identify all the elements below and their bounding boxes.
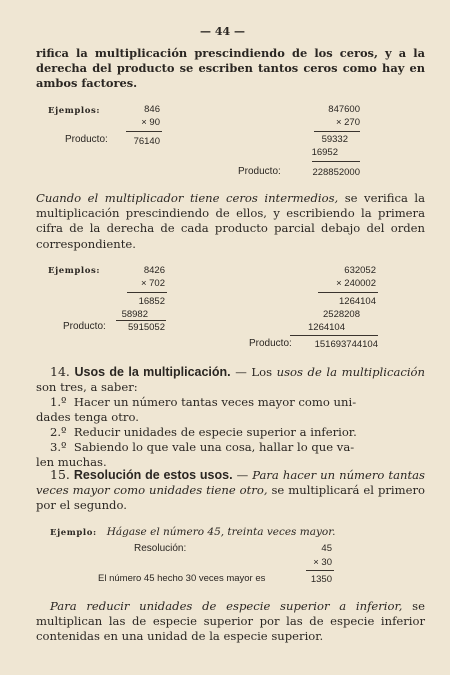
ex2-right-p2: 2528208: [323, 309, 360, 320]
list-item-1-text: Hacer un número tantas veces mayor como uni-: [73, 395, 357, 409]
page-number: — 44 —: [200, 25, 245, 38]
section-14-dash: — Los: [230, 365, 277, 379]
ex2-right-p3: 1264104: [308, 322, 345, 333]
ex1-left-rule: [126, 131, 162, 132]
ex2-left-a: 8426: [143, 265, 165, 276]
ex2-left-result: 5915052: [128, 322, 165, 333]
ex2-left-p1: 16852: [138, 296, 165, 307]
section-14-rest: son tres, a saber:: [36, 380, 138, 395]
section-15-number: 15.: [50, 467, 70, 482]
ex1-right-rule-1: [314, 131, 360, 132]
ex1-left-a: 846: [144, 104, 160, 115]
ex3-rule: [306, 570, 334, 571]
ex1-right-p2: 16952: [311, 147, 338, 158]
list-item-1-number: 1.º: [50, 395, 67, 409]
ex1-right-p1: 59332: [321, 134, 348, 145]
ex3-result-label: El número 45 hecho 30 veces mayor es: [98, 573, 266, 584]
ex1-right-b: × 270: [335, 117, 360, 128]
section-15: [36, 467, 425, 514]
list-item-2-number: 2.º: [50, 425, 67, 439]
section-15-rest: se multiplicará el primero por el segundo.: [36, 483, 425, 513]
list-item-1-cont: dades tenga otro.: [36, 410, 139, 424]
list-item-2: [50, 425, 357, 439]
section-14-italic: usos de la multiplicación: [276, 365, 426, 379]
paragraph-last-italic: Para reducir unidades de especie superior a inferior,: [50, 599, 403, 613]
ex3-a: 45: [321, 543, 332, 554]
example-3: [50, 526, 335, 538]
ex2-left-rule-2: [116, 320, 166, 321]
ex2-left-rule-1: [127, 292, 167, 293]
paragraph-2-italic: Cuando el multiplicador tiene ceros intermedios,: [36, 191, 339, 205]
paragraph-last-rest: se multiplican las de especie superior por las de especie inferior contenidas en una unidad de la especie superior.: [36, 599, 425, 644]
ex1-left-b: × 90: [141, 117, 160, 128]
example-2-label: Ejemplos:: [48, 266, 101, 276]
ex3-b: × 30: [313, 557, 332, 568]
ex2-left-p2: 58982: [121, 309, 148, 320]
ex2-left-b: × 702: [140, 278, 165, 289]
ex1-right-a: 847600: [328, 104, 360, 115]
section-14-title: Usos de la multiplicación.: [74, 365, 231, 379]
ex1-right-product-label: Producto:: [238, 166, 281, 177]
ex1-left-result: 76140: [133, 136, 160, 147]
list-item-3-number: 3.º: [50, 440, 67, 454]
ex1-right-result: 228852000: [312, 167, 360, 178]
list-item-3-cont: len muchas.: [36, 455, 107, 469]
paragraph-1: rifica la multiplicación prescindiendo de los ceros, y a la derecha del producto se escriben tantos ceros como hay en ambos factores.: [36, 46, 425, 91]
list-item-3-text: Sabiendo lo que vale una cosa, hallar lo que va-: [73, 440, 355, 454]
example-1-label: Ejemplos:: [48, 106, 101, 116]
section-14: [36, 364, 425, 395]
section-15-dash: —: [232, 468, 253, 482]
example-3-label: Ejemplo:: [50, 528, 97, 538]
section-15-italic: Para hacer un número tantas veces mayor como unidades tiene otro,: [36, 468, 425, 498]
ex2-right-a: 632052: [344, 265, 376, 276]
paragraph-last: [36, 599, 425, 645]
ex2-right-result: 151693744104: [314, 339, 378, 350]
section-14-number: 14.: [50, 364, 70, 379]
ex2-left-product-label: Producto:: [63, 321, 106, 332]
resolucion-label: Resolución:: [134, 543, 187, 554]
section-15-title: Resolución de estos usos.: [73, 468, 233, 482]
ex3-result: 1350: [310, 574, 332, 585]
list-item-1: [50, 395, 356, 409]
ex2-right-p1: 1264104: [339, 296, 376, 307]
list-item-2-text: Reducir unidades de especie superior a inferior.: [73, 425, 357, 439]
list-item-3: [50, 440, 354, 454]
ex2-right-rule-1: [318, 292, 378, 293]
example-3-text: Hágase el número 45, treinta veces mayor.: [106, 526, 336, 538]
ex2-right-product-label: Producto:: [249, 338, 292, 349]
ex2-right-b: × 240002: [336, 278, 376, 289]
ex2-right-rule-2: [290, 335, 378, 336]
paragraph-2-rest: se verifica la multiplicación prescindiendo de ellos, y escribiendo la primera cifra de la derecha de cada producto parcial debajo del orden correspondiente.: [36, 191, 425, 251]
ex1-left-product-label: Producto:: [65, 134, 108, 145]
paragraph-2: [36, 191, 425, 252]
ex1-right-rule-2: [312, 161, 360, 162]
